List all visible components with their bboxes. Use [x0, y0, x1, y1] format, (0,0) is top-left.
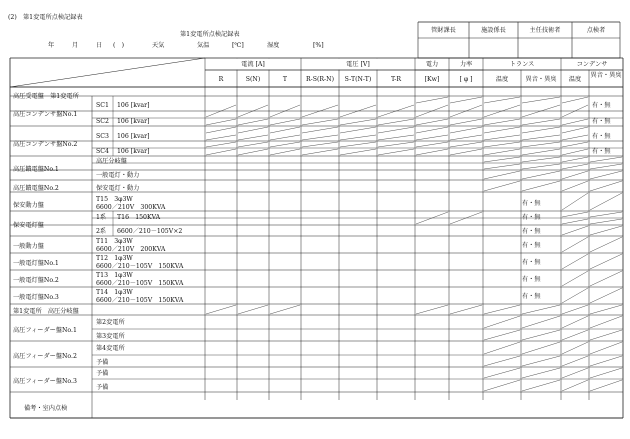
- na-diagonal: [484, 356, 520, 366]
- na-diagonal: [590, 254, 622, 269]
- na-diagonal: [238, 135, 268, 140]
- na-diagonal: [340, 135, 376, 140]
- na-diagonal: [378, 142, 414, 147]
- sub-label: 予備: [96, 384, 109, 391]
- na-diagonal: [590, 164, 622, 169]
- na-diagonal: [270, 149, 300, 155]
- na-diagonal: [522, 142, 560, 147]
- na-diagonal: [562, 305, 588, 314]
- detail-label: 106 [kvar]: [117, 118, 150, 125]
- spec-label: T15 3φ3W: [96, 196, 133, 203]
- spec-label: 6600／210－105V 150KVA: [96, 263, 184, 270]
- row-label: 高圧饋電盤No.1: [13, 166, 59, 173]
- row-label: 一般電灯盤No.3: [13, 294, 59, 301]
- na-diagonal: [522, 119, 560, 125]
- na-diagonal: [562, 119, 588, 125]
- humidity-label: 湿度: [267, 42, 280, 49]
- temperature-unit: [℃]: [232, 42, 244, 49]
- sub-label: 予備: [96, 370, 109, 377]
- na-diagonal: [416, 135, 448, 140]
- na-diagonal: [450, 305, 482, 314]
- na-diagonal: [206, 119, 236, 125]
- na-diagonal: [340, 119, 376, 125]
- transformer-header: トランス: [509, 61, 535, 68]
- na-diagonal: [590, 212, 622, 217]
- mark-label: 有・無: [592, 148, 611, 155]
- na-diagonal: [484, 127, 520, 133]
- row-label: 一般動力盤: [13, 243, 44, 250]
- row-label: 高圧コンデンサ盤No.1: [13, 111, 78, 118]
- na-diagonal: [590, 237, 622, 252]
- spec-label: 6600／210V 300KVA: [96, 204, 166, 211]
- row-label: 一般電灯盤No.2: [13, 277, 59, 284]
- voltage-header: 電圧 [V]: [346, 61, 370, 68]
- mark-label: 有・無: [592, 133, 611, 140]
- na-diagonal: [522, 135, 560, 140]
- na-diagonal: [450, 119, 482, 125]
- current-col-header: R: [218, 76, 224, 83]
- mark-label: 有・無: [522, 259, 541, 266]
- na-diagonal: [484, 157, 520, 162]
- current-col-header: S(N): [245, 76, 261, 83]
- na-diagonal: [302, 135, 338, 140]
- na-diagonal: [590, 181, 622, 191]
- na-diagonal: [484, 330, 520, 340]
- na-diagonal: [590, 316, 622, 328]
- na-diagonal: [562, 237, 588, 252]
- date-weekday-label: ( ): [113, 42, 125, 49]
- date-month-label: 月: [72, 42, 79, 49]
- sub-label: 予備: [96, 359, 109, 366]
- na-diagonal: [238, 127, 268, 133]
- na-diagonal: [484, 135, 520, 140]
- na-diagonal: [562, 316, 588, 328]
- na-diagonal: [522, 127, 560, 133]
- power-header: 電力: [425, 61, 439, 68]
- mark-label: 有・無: [592, 102, 611, 109]
- header-diagonal: [10, 58, 205, 87]
- na-diagonal: [562, 219, 588, 224]
- na-diagonal: [270, 127, 300, 133]
- na-diagonal: [484, 149, 520, 155]
- na-diagonal: [416, 119, 448, 125]
- sub-label: SC4: [96, 148, 109, 155]
- na-diagonal: [378, 127, 414, 133]
- approval-label: 点検者: [586, 27, 606, 34]
- na-diagonal: [450, 142, 482, 147]
- row-label: 保安電灯盤: [13, 222, 44, 229]
- row-label: 高圧コンデンサ盤No.2: [13, 141, 78, 148]
- weather-label: 天気: [152, 42, 165, 49]
- na-diagonal: [562, 127, 588, 133]
- na-diagonal: [522, 181, 560, 191]
- na-diagonal: [562, 97, 588, 103]
- na-diagonal: [590, 193, 622, 210]
- na-diagonal: [416, 149, 448, 155]
- na-diagonal: [450, 127, 482, 133]
- na-diagonal: [206, 135, 236, 140]
- na-diagonal: [562, 149, 588, 155]
- na-diagonal: [302, 127, 338, 133]
- na-diagonal: [484, 181, 520, 191]
- mark-label: 有・無: [522, 276, 541, 283]
- row-label: 高圧饋電盤No.2: [13, 185, 59, 192]
- spec-label: T11 3φ3W: [96, 238, 133, 245]
- sub-label: 第2変電所: [96, 319, 125, 326]
- spec-label: T12 1φ3W: [96, 255, 133, 262]
- na-diagonal: [522, 380, 560, 391]
- date-day-label: 日: [96, 42, 103, 49]
- na-diagonal: [302, 142, 338, 147]
- na-diagonal: [484, 305, 520, 314]
- na-diagonal: [562, 171, 588, 179]
- sub-label: SC1: [96, 102, 109, 109]
- na-diagonal: [522, 330, 560, 340]
- na-diagonal: [450, 135, 482, 140]
- na-diagonal: [378, 119, 414, 125]
- row-label: 高圧フィーダー盤No.2: [13, 353, 77, 360]
- transformer-col-header: 温度: [495, 76, 509, 83]
- na-diagonal: [484, 342, 520, 354]
- na-diagonal: [484, 97, 520, 103]
- voltage-col-header: S-T(N-T): [344, 76, 372, 83]
- na-diagonal: [590, 330, 622, 340]
- power-factor-unit: [ φ ]: [459, 76, 473, 83]
- voltage-col-header: R-S(R-N): [306, 76, 334, 83]
- na-diagonal: [416, 127, 448, 133]
- na-diagonal: [590, 368, 622, 378]
- row-label: 保安動力盤: [13, 202, 44, 209]
- mark-label: 有・無: [522, 200, 541, 207]
- na-diagonal: [484, 119, 520, 125]
- na-diagonal: [206, 305, 236, 314]
- na-diagonal: [590, 356, 622, 366]
- na-diagonal: [484, 171, 520, 179]
- mark-label: 有・無: [522, 242, 541, 249]
- spec-label: T14 1φ3W: [96, 289, 133, 296]
- spec-label: 6600／210－105V 150KVA: [96, 297, 184, 304]
- sub-label: 第4変電所: [96, 345, 125, 352]
- na-diagonal: [302, 149, 338, 155]
- na-diagonal: [522, 356, 560, 366]
- na-diagonal: [590, 380, 622, 391]
- na-diagonal: [378, 149, 414, 155]
- na-diagonal: [562, 142, 588, 147]
- na-diagonal: [206, 127, 236, 133]
- na-diagonal: [522, 149, 560, 155]
- row-label: 高圧フィーダー盤No.1: [13, 327, 77, 334]
- na-diagonal: [270, 119, 300, 125]
- na-diagonal: [238, 119, 268, 125]
- na-diagonal: [562, 226, 588, 235]
- na-diagonal: [270, 135, 300, 140]
- na-diagonal: [522, 157, 560, 162]
- sub-label: SC2: [96, 118, 109, 125]
- sub-label: 高圧分岐盤: [96, 158, 127, 165]
- na-diagonal: [562, 342, 588, 354]
- na-diagonal: [238, 142, 268, 147]
- row-label: 第1変電所 高圧分岐盤: [13, 308, 79, 315]
- power-unit: [Kw]: [424, 76, 440, 83]
- na-diagonal: [522, 342, 560, 354]
- na-diagonal: [484, 164, 520, 169]
- na-diagonal: [562, 157, 588, 162]
- condenser-header: コンデンサ: [576, 61, 608, 68]
- na-diagonal: [484, 368, 520, 378]
- na-diagonal: [562, 380, 588, 391]
- na-diagonal: [206, 149, 236, 155]
- na-diagonal: [562, 330, 588, 340]
- na-diagonal: [484, 380, 520, 391]
- approval-label: 施設係長: [481, 27, 506, 34]
- detail-label: 106 [kvar]: [117, 102, 150, 109]
- transformer-col-header: 異音・異臭: [525, 76, 557, 83]
- detail-label: 106 [kvar]: [117, 133, 150, 140]
- na-diagonal: [562, 356, 588, 366]
- na-diagonal: [590, 288, 622, 303]
- na-diagonal: [590, 157, 622, 162]
- sub-label: 1系: [96, 214, 107, 221]
- na-diagonal: [416, 305, 448, 314]
- na-diagonal: [522, 97, 560, 103]
- approval-label: 主任技術者: [529, 27, 561, 34]
- mark-label: 有・無: [522, 293, 541, 300]
- mark-label: 有・無: [522, 228, 541, 235]
- na-diagonal: [590, 219, 622, 224]
- na-diagonal: [340, 127, 376, 133]
- na-diagonal: [206, 142, 236, 147]
- condenser-col-header: 異音・異臭: [590, 72, 622, 79]
- row-label: 一般電灯盤No.1: [13, 260, 59, 267]
- na-diagonal: [340, 149, 376, 155]
- na-diagonal: [378, 135, 414, 140]
- na-diagonal: [590, 226, 622, 235]
- sub-label: SC3: [96, 133, 109, 140]
- na-diagonal: [450, 97, 482, 103]
- na-diagonal: [522, 316, 560, 328]
- mark-label: 有・無: [522, 214, 541, 221]
- na-diagonal: [562, 164, 588, 169]
- na-diagonal: [522, 164, 560, 169]
- na-diagonal: [562, 135, 588, 140]
- sub-label: 保安電灯・動力: [96, 185, 140, 192]
- na-diagonal: [484, 142, 520, 147]
- na-diagonal: [270, 305, 300, 314]
- na-diagonal: [562, 193, 588, 210]
- humidity-unit: [%]: [313, 42, 324, 49]
- voltage-col-header: T-R: [390, 76, 402, 83]
- power-factor-header: 力率: [459, 61, 473, 68]
- remarks-label: 備考・室内点検: [24, 405, 68, 412]
- approval-label: 管財課長: [431, 27, 456, 34]
- condenser-col-header: 温度: [568, 76, 582, 83]
- na-diagonal: [484, 316, 520, 328]
- na-diagonal: [340, 142, 376, 147]
- na-diagonal: [416, 142, 448, 147]
- sheet-title: 第1変電所点検記録表: [180, 31, 240, 38]
- row-label: 高圧受電盤 第1変電所: [13, 93, 79, 100]
- section-heading: (2) 第1変電所点検記録表: [8, 14, 83, 21]
- na-diagonal: [302, 119, 338, 125]
- na-diagonal: [590, 305, 622, 314]
- sub-label: 一般電灯・動力: [96, 172, 140, 179]
- na-diagonal: [238, 149, 268, 155]
- spec-label: T13 1φ3W: [96, 272, 133, 279]
- row-label: 高圧フィーダー盤No.3: [13, 378, 77, 385]
- na-diagonal: [590, 342, 622, 354]
- detail-label: 106 [kvar]: [117, 148, 150, 155]
- na-diagonal: [590, 271, 622, 286]
- detail-label: 6600／210－105V×2: [117, 228, 183, 235]
- spec-label: 6600／210V 200KVA: [96, 246, 166, 253]
- current-header: 電流 [A]: [241, 61, 265, 68]
- date-year-label: 年: [48, 42, 55, 49]
- na-diagonal: [590, 171, 622, 179]
- spec-label: 6600／210－105V 150KVA: [96, 280, 184, 287]
- sub-label: 2系: [96, 228, 107, 235]
- na-diagonal: [522, 368, 560, 378]
- temperature-label: 気温: [197, 42, 210, 49]
- na-diagonal: [562, 271, 588, 286]
- sub-label: 第3変電所: [96, 333, 125, 340]
- na-diagonal: [562, 212, 588, 217]
- na-diagonal: [238, 305, 268, 314]
- detail-label: T16 150KVA: [117, 214, 161, 221]
- na-diagonal: [450, 149, 482, 155]
- na-diagonal: [416, 97, 448, 103]
- na-diagonal: [522, 305, 560, 314]
- na-diagonal: [562, 288, 588, 303]
- current-col-header: T: [282, 76, 288, 83]
- na-diagonal: [522, 171, 560, 179]
- na-diagonal: [270, 142, 300, 147]
- mark-label: 有・無: [592, 118, 611, 125]
- na-diagonal: [562, 254, 588, 269]
- na-diagonal: [562, 368, 588, 378]
- na-diagonal: [562, 181, 588, 191]
